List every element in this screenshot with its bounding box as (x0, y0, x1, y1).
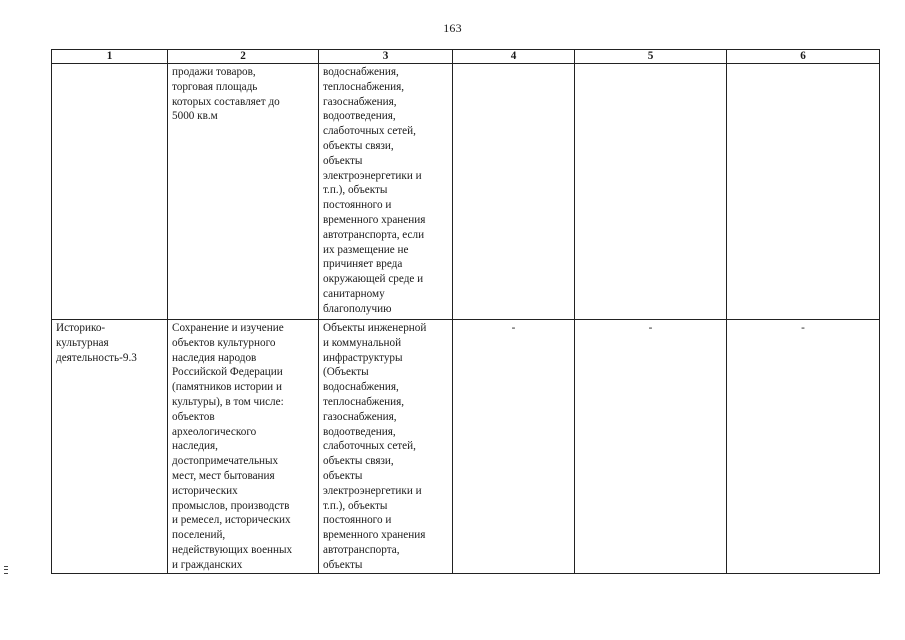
table-cell (52, 64, 168, 320)
table-row (52, 320, 880, 574)
cell-text: Объекты инженерной и коммунальной инфраструктуры (Объекты водоснабжения, теплоснабжения, газоснабжения, водоотведения, слаботочных сетей, объекты связи, объекты электроэнергетики и т.п.), объекты постоянного и временного хранения автотранспорта, объекты (323, 322, 427, 571)
column-header-3: 3 (319, 50, 453, 64)
column-header-6: 6 (727, 50, 880, 64)
column-header-5: 5 (575, 50, 727, 64)
table-cell (453, 320, 575, 574)
cell-text: Сохранение и изучение объектов культурного наследия народов Российской Федерации (памятников истории и культуры), в том числе: объектов археологического наследия, достопримечательных мест, мест бытования исторических промыслов, производств и ремесел, исторических поселений, недействующих военных и гражданских (172, 322, 293, 571)
margin-mark (4, 566, 8, 574)
table-cell (52, 320, 168, 574)
column-header-1: 1 (52, 50, 168, 64)
cell-text: продажи товаров, торговая площадь которых составляет до 5000 кв.м (172, 66, 280, 123)
cell-text: водоснабжения, теплоснабжения, газоснабжения, водоотведения, слаботочных сетей, объекты связи, объекты электроэнергетики и т.п.), объекты постоянного и временного хранения автотранспорта, если их размещение не причиняет вреда окружающей среде и санитарному благополучию (323, 66, 426, 315)
regulations-table (51, 49, 880, 574)
table-cell (319, 64, 453, 320)
table-cell (319, 320, 453, 574)
table-header-row (52, 50, 880, 64)
page-number: 163 (443, 21, 462, 35)
column-header-2: 2 (168, 50, 319, 64)
table-cell (575, 320, 727, 574)
table-cell (168, 320, 319, 574)
table-row (52, 64, 880, 320)
cell-text: - (511, 322, 516, 334)
cell-text: Историко- культурная деятельность-9.3 (56, 322, 137, 364)
cell-text: - (648, 322, 653, 334)
table-cell (453, 64, 575, 320)
cell-text: - (801, 322, 805, 334)
table-cell (727, 64, 880, 320)
table-cell (727, 320, 880, 574)
table-cell (575, 64, 727, 320)
column-header-4: 4 (453, 50, 575, 64)
table-cell (168, 64, 319, 320)
